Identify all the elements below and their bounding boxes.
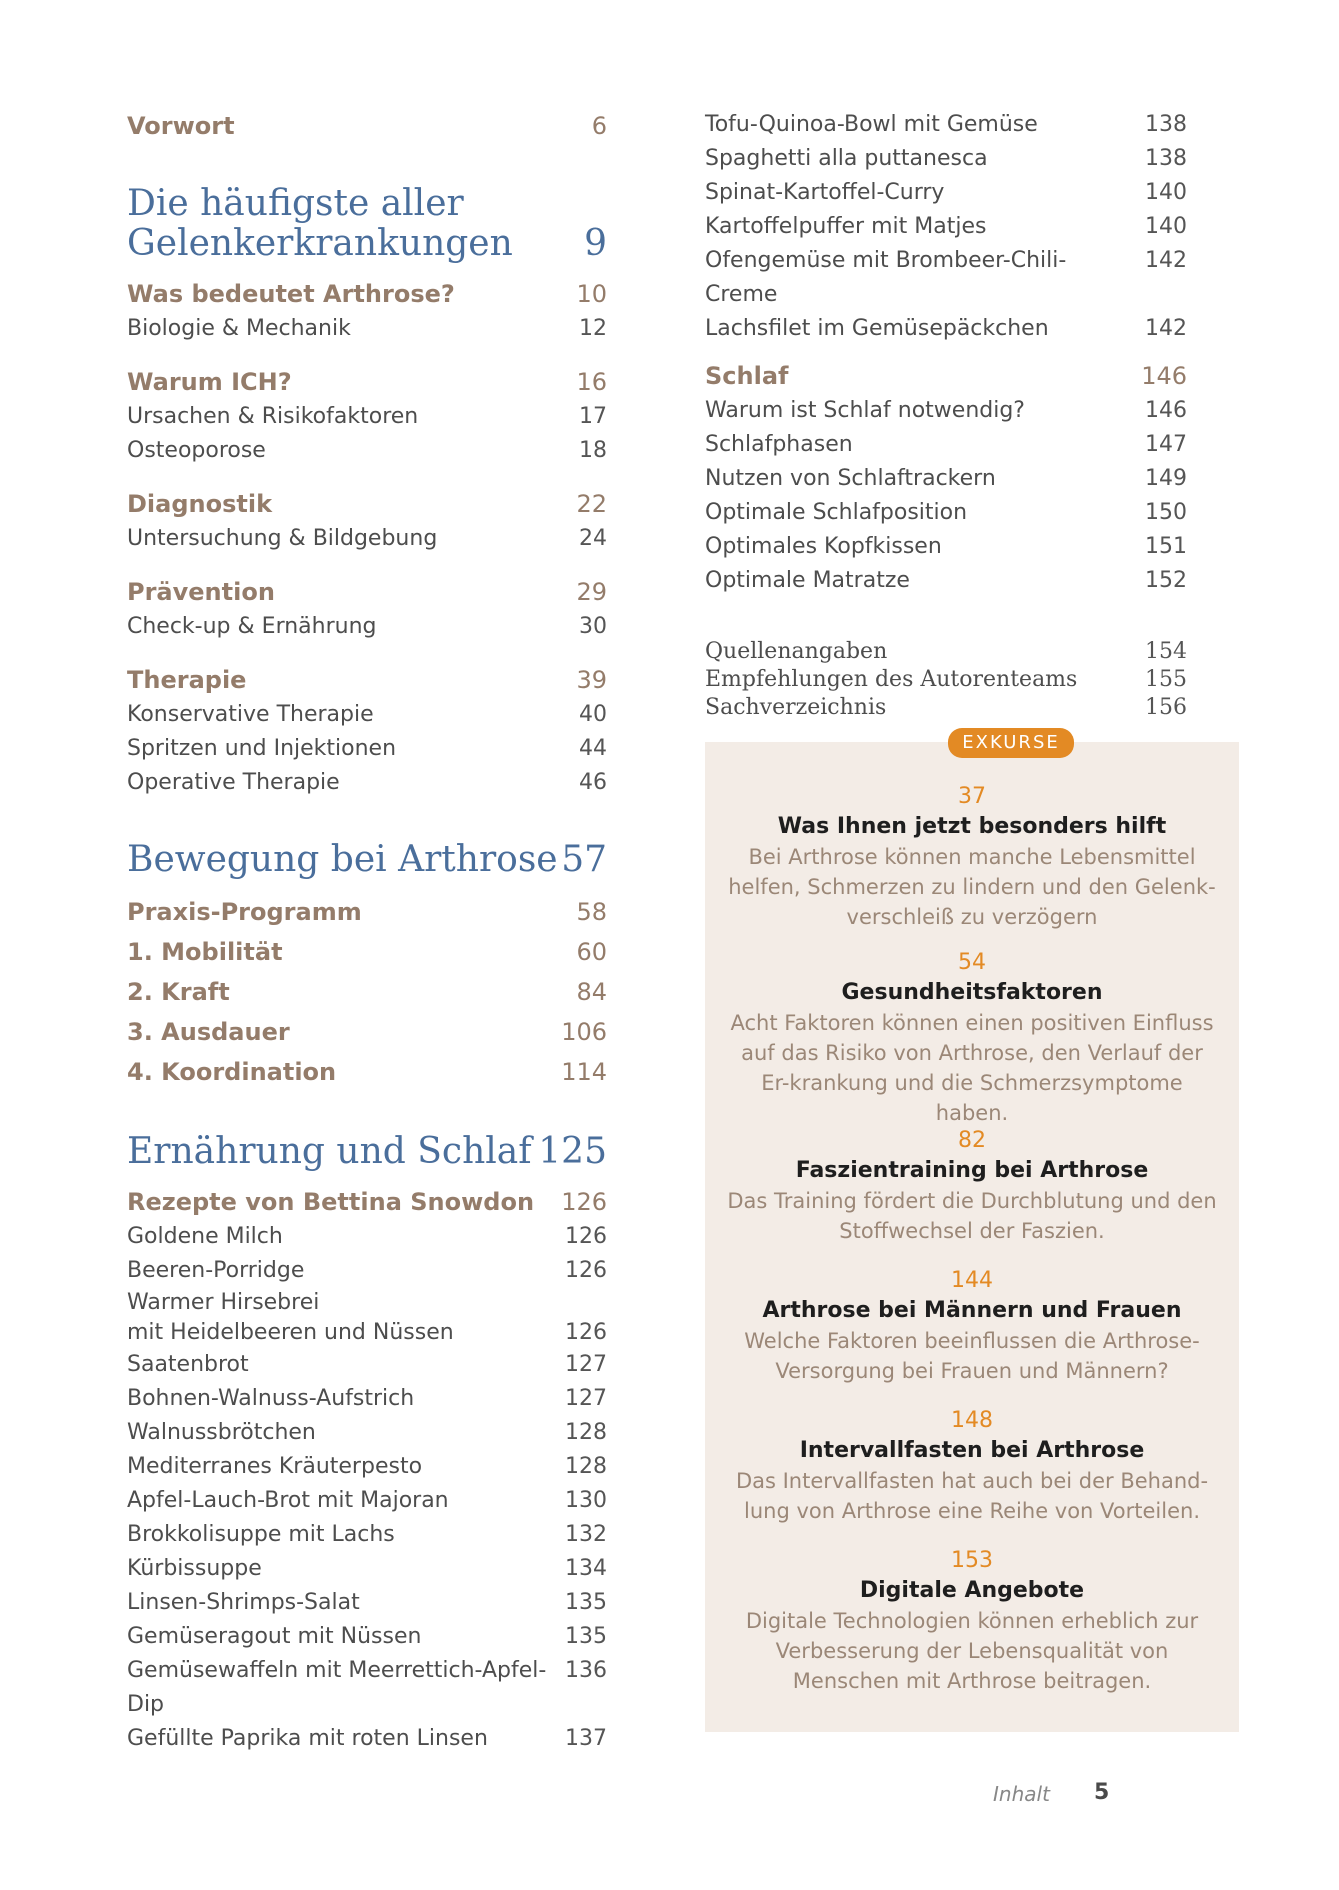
toc-entry[interactable] bbox=[127, 1552, 607, 1586]
toc-label: Vorwort bbox=[127, 112, 235, 140]
toc-entry[interactable] bbox=[127, 698, 607, 732]
toc-label: Operative Therapie bbox=[127, 770, 340, 795]
toc-page: 40 bbox=[579, 702, 607, 727]
toc-entry[interactable] bbox=[127, 1722, 607, 1756]
toc-label: Quellenangaben bbox=[705, 639, 888, 664]
toc-label: Optimale Schlafposition bbox=[705, 500, 968, 525]
toc-label: Beeren-Porridge bbox=[127, 1258, 305, 1283]
toc-section-schlaf[interactable] bbox=[705, 358, 1187, 394]
toc-label: Gefüllte Paprika mit roten Linsen bbox=[127, 1726, 488, 1751]
exkurs-item[interactable] bbox=[705, 1406, 1239, 1526]
toc-entry[interactable] bbox=[127, 1620, 607, 1654]
toc-label: Diagnostik bbox=[127, 490, 273, 518]
exkurs-description: Acht Faktoren können einen positiven Einfluss auf das Risiko von Arthrose, den Verlauf der Er-krankung und die Schmerzsymptome haben. bbox=[730, 1011, 1214, 1125]
toc-label-line2: mit Heidelbeeren und Nüssen bbox=[127, 1320, 454, 1345]
toc-page: 156 bbox=[1145, 695, 1187, 720]
appendix-list bbox=[705, 638, 1187, 722]
toc-section[interactable] bbox=[127, 932, 607, 972]
exkurs-description: Welche Faktoren beeinflussen die Arthrose-Versorgung bei Frauen und Männern? bbox=[744, 1329, 1200, 1383]
toc-label: Saatenbrot bbox=[127, 1352, 249, 1377]
toc-page: 128 bbox=[565, 1420, 607, 1445]
chapter-1-heading[interactable] bbox=[127, 184, 607, 264]
exkurs-item[interactable] bbox=[705, 1126, 1239, 1246]
toc-entry[interactable] bbox=[127, 522, 607, 556]
toc-page: 146 bbox=[1145, 398, 1187, 423]
toc-label: Walnussbrötchen bbox=[127, 1420, 316, 1445]
toc-label: Spinat-Kartoffel-Curry bbox=[705, 180, 945, 205]
toc-page: 60 bbox=[576, 938, 607, 966]
exkurs-page: 37 bbox=[958, 784, 986, 809]
toc-label: Mediterranes Kräuterpesto bbox=[127, 1454, 423, 1479]
toc-section[interactable] bbox=[127, 276, 607, 312]
exkurs-page: 144 bbox=[951, 1268, 993, 1293]
toc-entry[interactable] bbox=[705, 694, 1187, 722]
toc-entry[interactable] bbox=[127, 1654, 607, 1722]
toc-entry[interactable] bbox=[705, 530, 1187, 564]
toc-entry[interactable] bbox=[127, 434, 607, 468]
toc-entry[interactable] bbox=[705, 108, 1187, 142]
toc-page: 17 bbox=[579, 404, 607, 429]
exkurs-item[interactable] bbox=[705, 782, 1239, 932]
exkurs-title: Intervallfasten bei Arthrose bbox=[799, 1438, 1145, 1463]
chapter-title-line2: Gelenkerkrankungen bbox=[127, 223, 513, 264]
toc-page: 155 bbox=[1145, 667, 1187, 692]
toc-label: Linsen-Shrimps-Salat bbox=[127, 1590, 360, 1615]
toc-page: 39 bbox=[576, 666, 607, 694]
toc-section[interactable] bbox=[127, 1012, 607, 1052]
toc-page: 10 bbox=[576, 280, 607, 308]
toc-label: Bohnen-Walnuss-Aufstrich bbox=[127, 1386, 415, 1411]
toc-entry[interactable] bbox=[705, 210, 1187, 244]
toc-label: Optimale Matratze bbox=[705, 568, 910, 593]
toc-label: Brokkolisuppe mit Lachs bbox=[127, 1522, 395, 1547]
toc-section[interactable] bbox=[127, 662, 607, 698]
toc-label: 1. Mobilität bbox=[127, 938, 283, 966]
toc-page: 30 bbox=[579, 614, 607, 639]
footer-label: Inhalt bbox=[993, 1782, 1050, 1806]
toc-label: Kürbissuppe bbox=[127, 1556, 262, 1581]
toc-page: 106 bbox=[561, 1018, 607, 1046]
toc-page: 151 bbox=[1145, 534, 1187, 559]
toc-label: Schlafphasen bbox=[705, 432, 853, 457]
toc-page: 16 bbox=[576, 368, 607, 396]
toc-right-column bbox=[705, 108, 1187, 722]
toc-section[interactable] bbox=[127, 1052, 607, 1092]
chapter-title: Bewegung bei Arthrose bbox=[127, 839, 558, 880]
toc-page: 150 bbox=[1145, 500, 1187, 525]
exkurs-description: Das Training fördert die Durchblutung und den Stoffwechsel der Faszien. bbox=[727, 1189, 1217, 1243]
exkurs-item[interactable] bbox=[705, 948, 1239, 1128]
toc-page: 126 bbox=[565, 1320, 607, 1345]
toc-entry[interactable] bbox=[127, 1416, 607, 1450]
toc-section[interactable] bbox=[127, 486, 607, 522]
toc-page: 12 bbox=[579, 316, 607, 341]
toc-page: 127 bbox=[565, 1352, 607, 1377]
toc-page: 152 bbox=[1145, 568, 1187, 593]
toc-page: 44 bbox=[579, 736, 607, 761]
exkurs-title: Was Ihnen jetzt besonders hilft bbox=[777, 814, 1167, 839]
toc-page: 130 bbox=[565, 1488, 607, 1513]
chapter-page: 57 bbox=[561, 839, 607, 880]
toc-entry-vorwort[interactable] bbox=[127, 108, 607, 144]
toc-page: 114 bbox=[561, 1058, 607, 1086]
toc-entry[interactable] bbox=[127, 1220, 607, 1254]
toc-entry[interactable] bbox=[127, 1288, 607, 1348]
toc-page: 142 bbox=[1145, 248, 1187, 273]
toc-label: Spaghetti alla puttanesca bbox=[705, 146, 988, 171]
toc-label: 2. Kraft bbox=[127, 978, 230, 1006]
toc-page: 140 bbox=[1145, 214, 1187, 239]
toc-section[interactable] bbox=[127, 1184, 607, 1220]
exkurs-page: 54 bbox=[958, 950, 986, 975]
toc-label: Ofengemüse mit Brombeer-Chili-Creme bbox=[705, 248, 1067, 307]
exkurs-description: Bei Arthrose können manche Lebensmittel helfen, Schmerzen zu lindern und den Gelenk-verschleiß zu verzögern bbox=[728, 845, 1216, 929]
toc-label: 4. Koordination bbox=[127, 1058, 337, 1086]
recipe-list bbox=[127, 1348, 607, 1756]
toc-page: 6 bbox=[591, 112, 607, 140]
toc-label: Was bedeutet Arthrose? bbox=[127, 280, 455, 308]
toc-page: 138 bbox=[1145, 146, 1187, 171]
chapter-3-heading[interactable] bbox=[127, 1132, 607, 1172]
toc-page: 140 bbox=[1145, 180, 1187, 205]
toc-label-line1: Warmer Hirsebrei bbox=[127, 1290, 320, 1315]
toc-label: Osteoporose bbox=[127, 438, 266, 463]
chapter-2-heading[interactable] bbox=[127, 840, 607, 880]
exkurs-title: Gesundheitsfaktoren bbox=[841, 980, 1103, 1005]
exkurs-title: Digitale Angebote bbox=[859, 1578, 1085, 1603]
toc-entry[interactable] bbox=[705, 312, 1187, 346]
toc-label: Warum ICH? bbox=[127, 368, 292, 396]
toc-page: 154 bbox=[1145, 639, 1187, 664]
toc-page: 22 bbox=[576, 490, 607, 518]
toc-page: 29 bbox=[576, 578, 607, 606]
toc-page: 137 bbox=[565, 1726, 607, 1751]
toc-section[interactable] bbox=[127, 972, 607, 1012]
exkurs-title: Faszientraining bei Arthrose bbox=[795, 1158, 1149, 1183]
toc-page: 126 bbox=[565, 1258, 607, 1283]
toc-entry[interactable] bbox=[127, 1382, 607, 1416]
toc-page: 132 bbox=[565, 1522, 607, 1547]
toc-page: 128 bbox=[565, 1454, 607, 1479]
exkurs-description: Das Intervallfasten hat auch bei der Behand-lung von Arthrose eine Reihe von Vorteilen. bbox=[735, 1469, 1209, 1523]
toc-page: 138 bbox=[1145, 112, 1187, 137]
toc-page: 142 bbox=[1145, 316, 1187, 341]
toc-entry[interactable] bbox=[705, 394, 1187, 428]
toc-label: Lachsfilet im Gemüsepäckchen bbox=[705, 316, 1049, 341]
toc-section[interactable] bbox=[127, 574, 607, 610]
recipe-list bbox=[705, 108, 1187, 346]
chapter-title-line1: Die häufigste aller bbox=[127, 183, 464, 224]
toc-entry[interactable] bbox=[127, 1586, 607, 1620]
toc-left-column bbox=[127, 108, 607, 1756]
toc-entry[interactable] bbox=[127, 1348, 607, 1382]
toc-label: Goldene Milch bbox=[127, 1224, 283, 1249]
toc-label: Konservative Therapie bbox=[127, 702, 374, 727]
toc-page: 84 bbox=[576, 978, 607, 1006]
toc-page: 135 bbox=[565, 1590, 607, 1615]
toc-section[interactable] bbox=[127, 892, 607, 932]
exkurs-title: Arthrose bei Männern und Frauen bbox=[762, 1298, 1182, 1323]
toc-section[interactable] bbox=[127, 364, 607, 400]
toc-entry[interactable] bbox=[127, 1450, 607, 1484]
toc-label: Tofu-Quinoa-Bowl mit Gemüse bbox=[705, 112, 1038, 137]
toc-page: 136 bbox=[565, 1658, 607, 1683]
toc-entry[interactable] bbox=[127, 766, 607, 800]
toc-entry[interactable] bbox=[705, 666, 1187, 694]
toc-entry[interactable] bbox=[127, 1254, 607, 1288]
exkurs-page: 153 bbox=[951, 1548, 993, 1573]
toc-label: Therapie bbox=[127, 666, 247, 694]
exkurs-item[interactable] bbox=[705, 1546, 1239, 1696]
toc-label: Optimales Kopfkissen bbox=[705, 534, 942, 559]
toc-page: 58 bbox=[576, 898, 607, 926]
toc-entry[interactable] bbox=[705, 564, 1187, 598]
toc-label: Nutzen von Schlaftrackern bbox=[705, 466, 996, 491]
toc-entry[interactable] bbox=[705, 462, 1187, 496]
toc-label: Rezepte von Bettina Snowdon bbox=[127, 1188, 535, 1216]
toc-page: 126 bbox=[561, 1188, 607, 1216]
toc-label: Check-up & Ernährung bbox=[127, 614, 377, 639]
toc-entry[interactable] bbox=[705, 142, 1187, 176]
toc-label: Kartoffelpuffer mit Matjes bbox=[705, 214, 987, 239]
exkurs-page: 82 bbox=[958, 1128, 986, 1153]
chapter-page: 125 bbox=[538, 1131, 607, 1172]
chapter-page: 9 bbox=[584, 223, 607, 264]
toc-page: 149 bbox=[1145, 466, 1187, 491]
toc-label: Biologie & Mechanik bbox=[127, 316, 351, 341]
toc-label: Untersuchung & Bildgebung bbox=[127, 526, 438, 551]
schlaf-list bbox=[705, 394, 1187, 598]
page-number: 5 bbox=[1094, 1780, 1110, 1805]
toc-entry[interactable] bbox=[705, 496, 1187, 530]
toc-entry[interactable] bbox=[127, 1484, 607, 1518]
toc-page: 126 bbox=[565, 1224, 607, 1249]
toc-label: Warum ist Schlaf notwendig? bbox=[705, 398, 1025, 423]
toc-page: 146 bbox=[1141, 362, 1187, 390]
chapter-title: Ernährung und Schlaf bbox=[127, 1131, 532, 1172]
toc-page: 46 bbox=[579, 770, 607, 795]
toc-entry[interactable] bbox=[705, 638, 1187, 666]
toc-label: Praxis-Programm bbox=[127, 898, 362, 926]
toc-label: Sachverzeichnis bbox=[705, 695, 887, 720]
exkurs-item[interactable] bbox=[705, 1266, 1239, 1386]
toc-page: 18 bbox=[579, 438, 607, 463]
toc-page: 147 bbox=[1145, 432, 1187, 457]
toc-page: 24 bbox=[579, 526, 607, 551]
toc-page: 134 bbox=[565, 1556, 607, 1581]
toc-label: Gemüseragout mit Nüssen bbox=[127, 1624, 422, 1649]
toc-entry[interactable] bbox=[127, 1518, 607, 1552]
toc-entry[interactable] bbox=[705, 244, 1187, 312]
toc-entry[interactable] bbox=[127, 312, 607, 346]
exkurs-description: Digitale Technologien können erheblich zur Verbesserung der Lebensqualität von Menschen mit Arthrose beitragen. bbox=[745, 1609, 1199, 1693]
toc-entry[interactable] bbox=[127, 732, 607, 766]
toc-page: 135 bbox=[565, 1624, 607, 1649]
toc-label: Ursachen & Risikofaktoren bbox=[127, 404, 419, 429]
toc-entry[interactable] bbox=[705, 176, 1187, 210]
toc-label: Gemüsewaffeln mit Meerrettich-Apfel-Dip bbox=[127, 1658, 547, 1717]
toc-entry[interactable] bbox=[127, 610, 607, 644]
exkurse-badge: EXKURSE bbox=[948, 728, 1074, 758]
toc-label: Spritzen und Injektionen bbox=[127, 736, 397, 761]
toc-label: Empfehlungen des Autorenteams bbox=[705, 667, 1078, 692]
toc-label: 3. Ausdauer bbox=[127, 1018, 290, 1046]
toc-entry[interactable] bbox=[127, 400, 607, 434]
toc-label: Schlaf bbox=[705, 362, 789, 390]
toc-label: Apfel-Lauch-Brot mit Majoran bbox=[127, 1488, 449, 1513]
exkurs-page: 148 bbox=[951, 1408, 993, 1433]
toc-entry[interactable] bbox=[705, 428, 1187, 462]
toc-page: 127 bbox=[565, 1386, 607, 1411]
toc-label: Prävention bbox=[127, 578, 275, 606]
